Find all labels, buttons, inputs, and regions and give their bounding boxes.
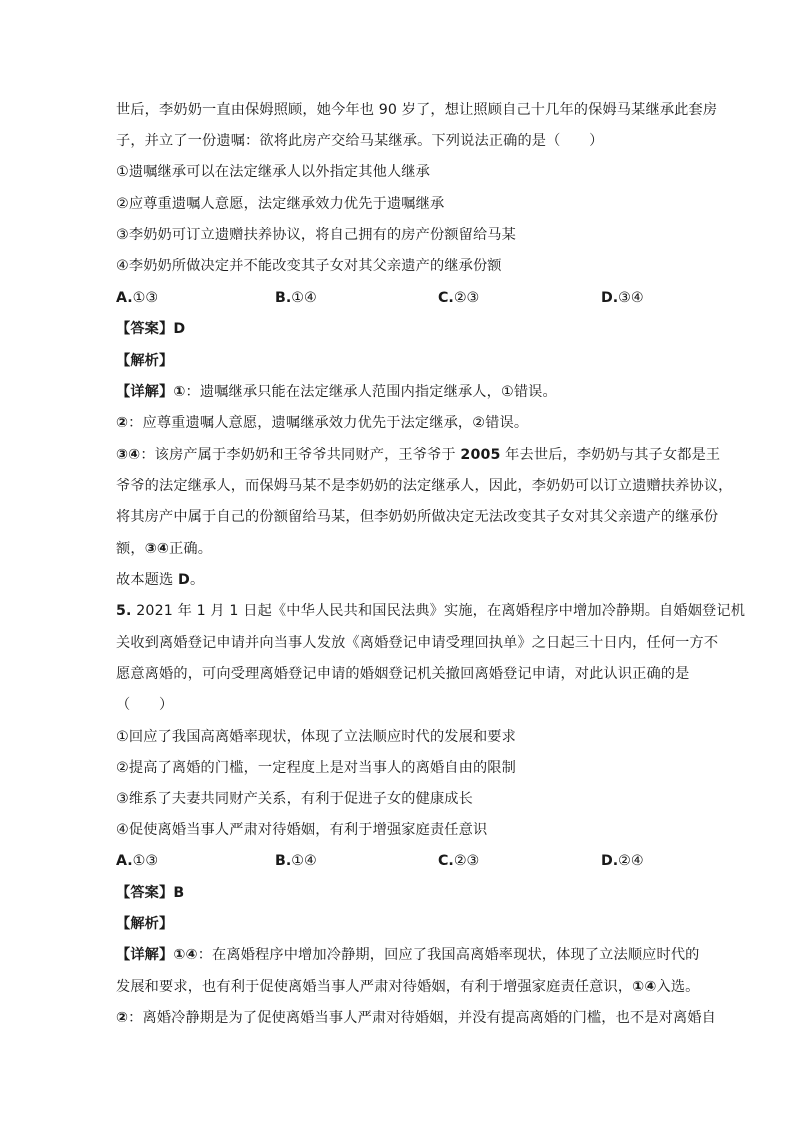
q4-statement-2: ②应尊重遗嘱人意愿，法定继承效力优先于遗嘱继承: [116, 196, 445, 212]
q4-answer: 【答案】D: [116, 321, 186, 337]
q5-stem-line-3: 愿意离婚的，可向受理离婚登记申请的婚姻登记机关撤回离婚登记申请，对此认识正确的是: [116, 666, 690, 682]
q4-conclusion: 故本题选 D。: [116, 572, 205, 588]
q5-statement-3: ③维系了夫妻共同财产关系，有利于促进子女的健康成长: [116, 791, 473, 807]
q5-statement-4: ④促使离婚当事人严肃对待婚姻，有利于增强家庭责任意识: [116, 822, 488, 838]
q4-analysis-heading: 【解析】: [116, 353, 174, 369]
q4-detail-3-line-2: 爷爷的法定继承人，而保姆马某不是李奶奶的法定继承人，因此，李奶奶可以订立遗赠扶养协议，: [116, 478, 733, 494]
q4-statement-1: ①遗嘱继承可以在法定继承人以外指定其他人继承: [116, 164, 430, 180]
q4-detail-1: 【详解】①：遗嘱继承只能在法定继承人范围内指定继承人，①错误。: [116, 384, 557, 400]
q4-detail-3-line-3: 将其房产中属于自己的份额留给马某，但李奶奶所做决定无法改变其子女对其父亲遗产的继承份: [116, 509, 719, 525]
q4-detail-3-line-4: 额，③④正确。: [116, 541, 213, 557]
q5-stem-line-2: 关收到离婚登记申请并向当事人发放《离婚登记申请受理回执单》之日起三十日内，任何一方不: [116, 635, 719, 651]
q4-stem-line-1: 世后，李奶奶一直由保姆照顾，她今年也 90 岁了，想让照顾自己十几年的保姆马某继承此套房: [116, 102, 718, 118]
q5-detail-2: ②：离婚冷静期是为了促使离婚当事人严肃对待婚姻，并没有提高离婚的门槛，也不是对离婚自: [116, 1010, 717, 1026]
q5-option-b: B.①④: [275, 853, 317, 869]
q4-detail-2: ②：应尊重遗嘱人意愿，遗嘱继承效力优先于法定继承，②错误。: [116, 415, 529, 431]
q5-analysis-heading: 【解析】: [116, 916, 174, 932]
q4-option-c: C.②③: [438, 290, 480, 306]
q4-stem-line-2: 子，并立了一份遗嘱：欲将此房产交给马某继承。下列说法正确的是（ ）: [116, 133, 604, 149]
q5-stem-line-1: 5. 2021 年 1 月 1 日起《中华人民共和国民法典》实施，在离婚程序中增加冷静期。自婚姻登记机: [116, 603, 746, 619]
q4-option-b: B.①④: [275, 290, 317, 306]
q4-options: [116, 287, 676, 309]
q5-option-a: A.①③: [116, 853, 159, 869]
q5-option-d: D.②④: [601, 853, 644, 869]
q5-statement-2: ②提高了离婚的门槛，一定程度上是对当事人的离婚自由的限制: [116, 760, 516, 776]
q4-detail-3-line-1: ③④：该房产属于李奶奶和王爷爷共同财产，王爷爷于 2005 年去世后，李奶奶与其子女都是王: [116, 447, 721, 463]
q5-option-c: C.②③: [438, 853, 480, 869]
q5-statement-1: ①回应了我国高离婚率现状，体现了立法顺应时代的发展和要求: [116, 729, 516, 745]
q5-detail-1-line-2: 发展和要求，也有利于促使离婚当事人严肃对待婚姻，有利于增强家庭责任意识，①④入选。: [116, 979, 700, 995]
q5-options: [116, 850, 676, 872]
q4-option-a: A.①③: [116, 290, 159, 306]
q5-detail-1-line-1: 【详解】①④：在离婚程序中增加冷静期，回应了我国高离婚率现状，体现了立法顺应时代的: [116, 947, 700, 963]
q4-statement-3: ③李奶奶可订立遗赠扶养协议，将自己拥有的房产份额留给马某: [116, 227, 516, 243]
q5-stem-line-4: （ ）: [116, 697, 174, 713]
q5-answer: 【答案】B: [116, 885, 185, 901]
q4-statement-4: ④李奶奶所做决定并不能改变其子女对其父亲遗产的继承份额: [116, 258, 502, 274]
q4-option-d: D.③④: [601, 290, 644, 306]
